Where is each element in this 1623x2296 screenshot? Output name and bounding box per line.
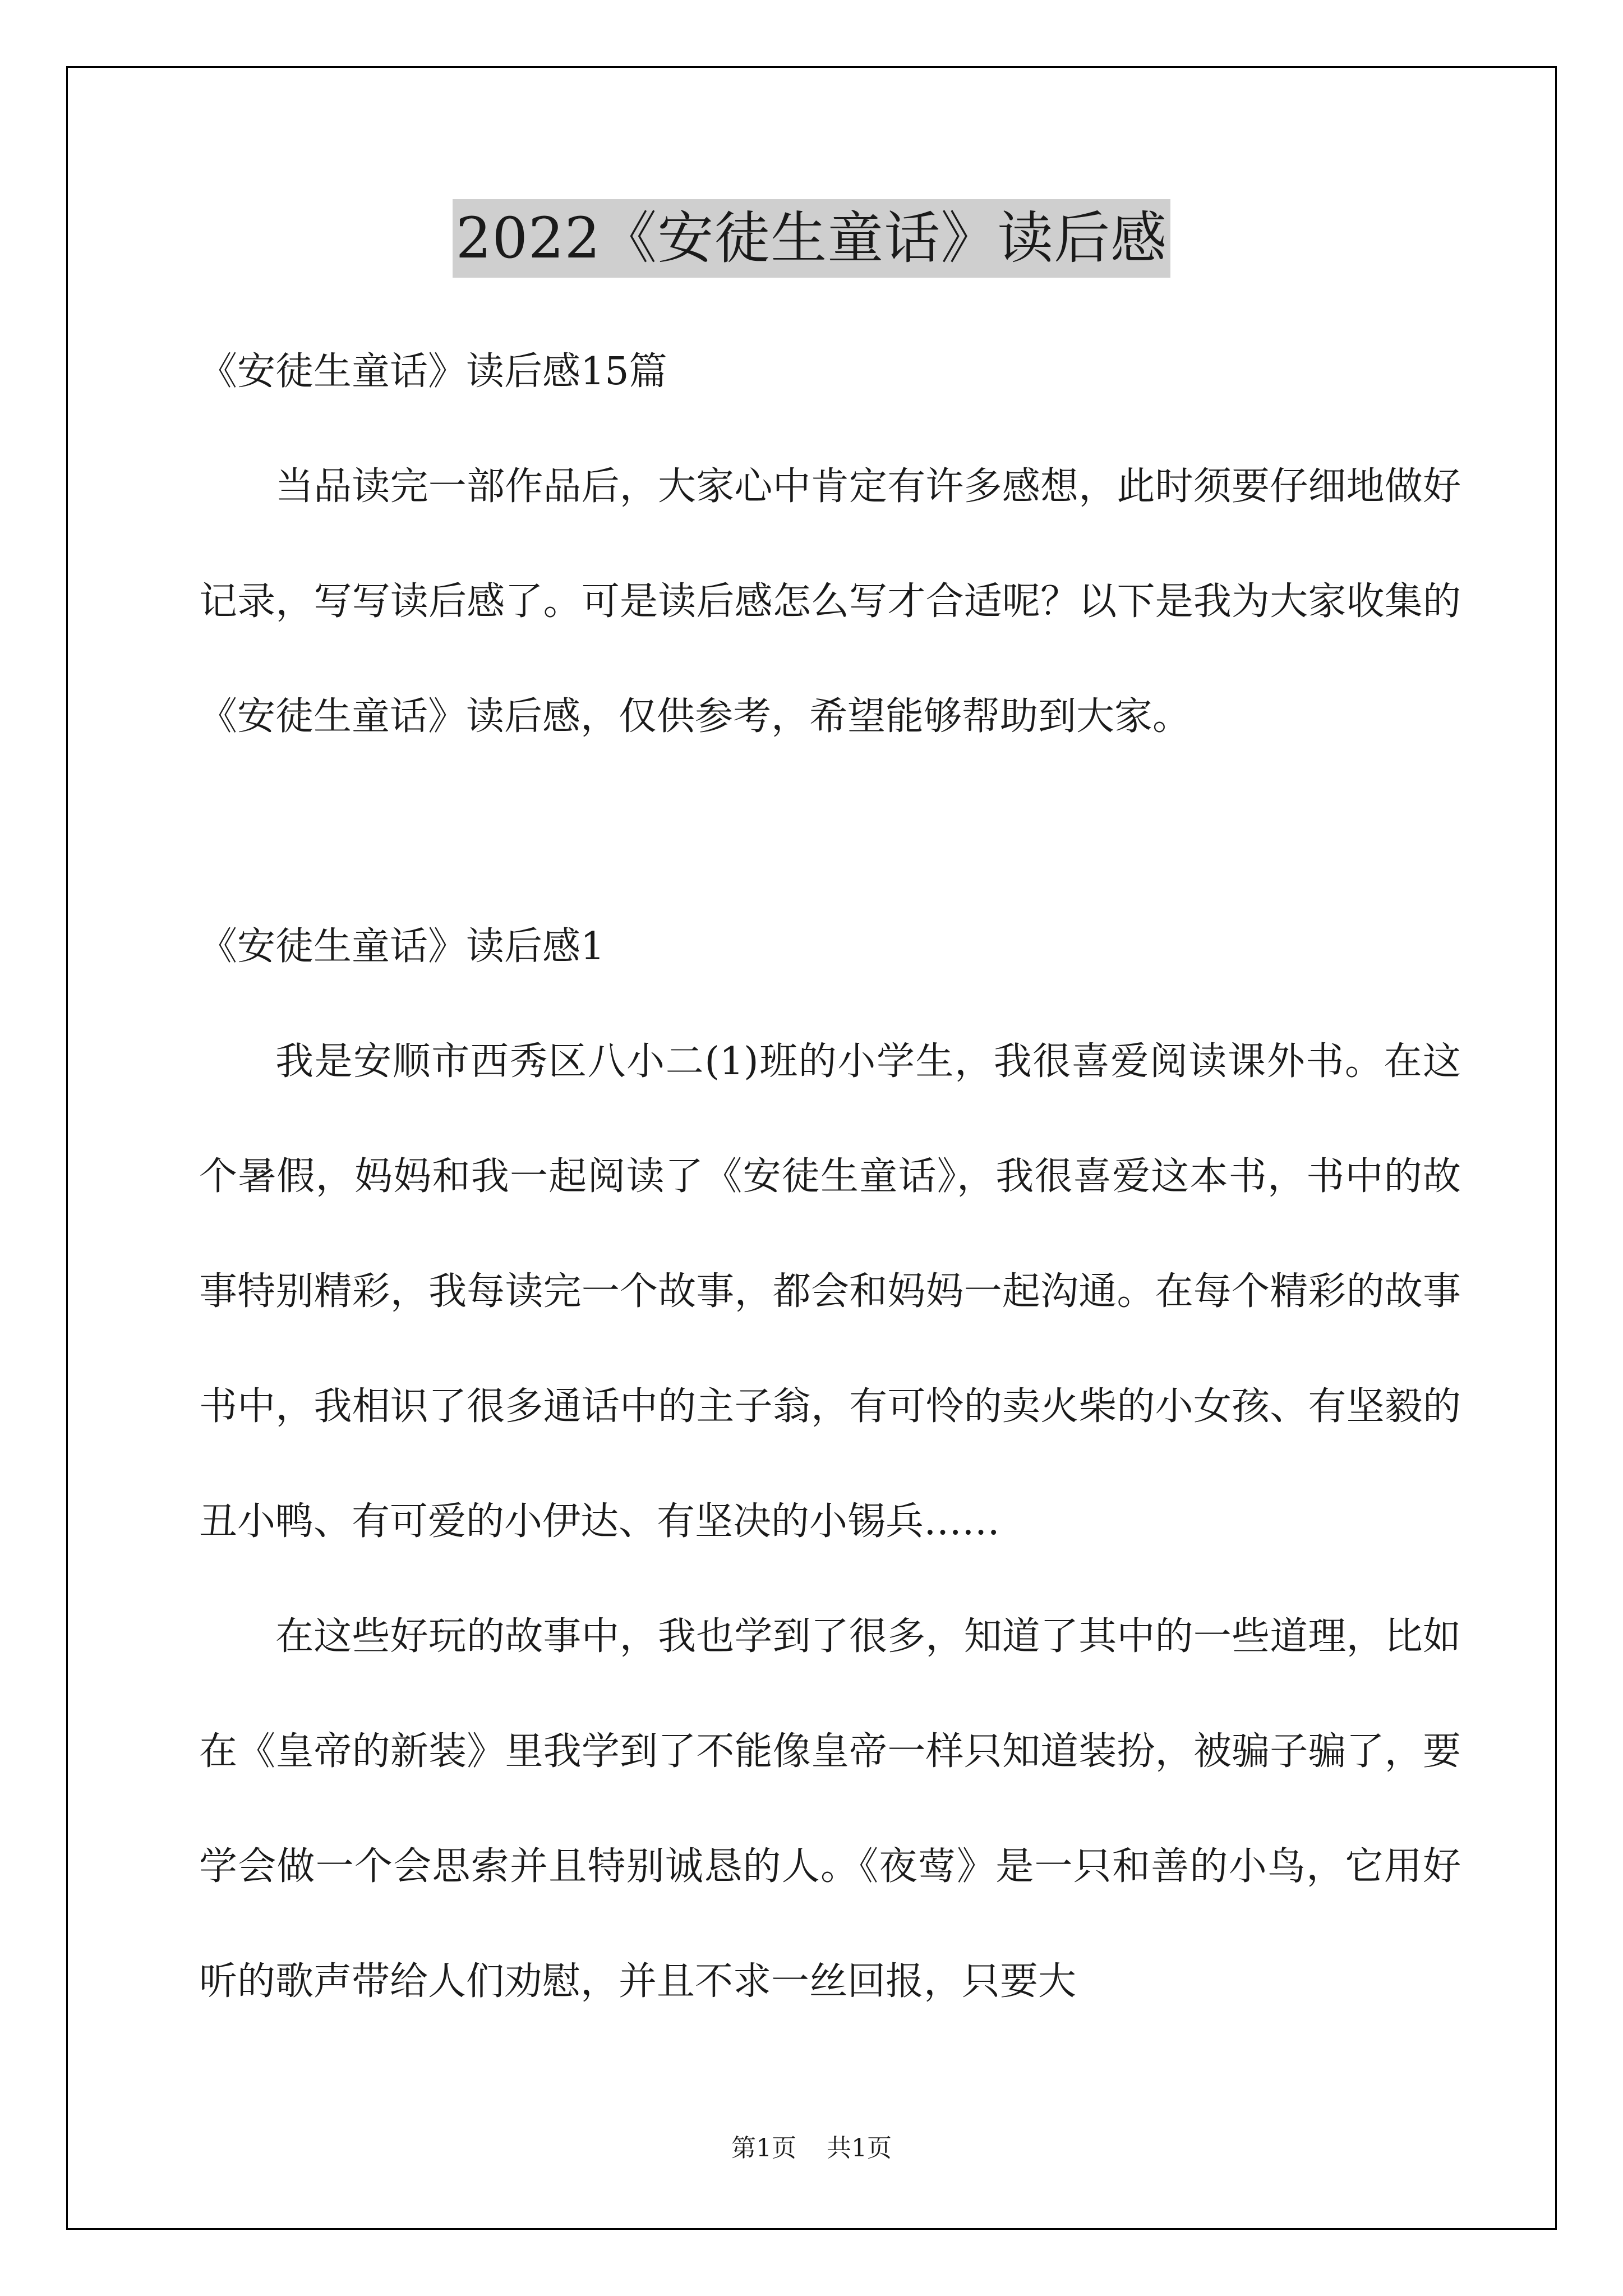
title-wrap <box>0 199 1623 278</box>
page-total: 共1页 <box>827 2134 892 2162</box>
subtitle: 《安徒生童话》读后感15篇 <box>199 349 667 394</box>
document-title: 2022《安徒生童话》读后感 <box>453 199 1171 278</box>
section-heading: 《安徒生童话》读后感1 <box>199 924 605 969</box>
intro-paragraph: 当品读完一部作品后，大家心中肯定有许多感想，此时须要仔细地做好记录，写写读后感了。可是读后感怎么写才合适呢？以下是我为大家收集的《安徒生童话》读后感，仅供参考，希望能够帮助到大家。 <box>199 464 1461 739</box>
document-body <box>199 314 1461 2039</box>
page-footer <box>0 2132 1623 2165</box>
body-paragraph-1: 我是安顺市西秀区八小二(1)班的小学生，我很喜爱阅读课外书。在这个暑假，妈妈和我一起阅读了《安徒生童话》，我很喜爱这本书，书中的故事特别精彩，我每读完一个故事，都会和妈妈一起沟通。在每个精彩的故事书中，我相识了很多通话中的主子翁，有可怜的卖火柴的小女孩、有坚毅的丑小鸭、有可爱的小伊达、有坚决的小锡兵…… <box>199 1039 1461 1544</box>
body-paragraph-2: 在这些好玩的故事中，我也学到了很多，知道了其中的一些道理，比如在《皇帝的新装》里我学到了不能像皇帝一样只知道装扮，被骗子骗了，要学会做一个会思索并且特别诚恳的人。《夜莺》是一只和善的小鸟，它用好听的歌声带给人们劝慰，并且不求一丝回报，只要大 <box>199 1614 1461 2004</box>
page-number: 第1页 <box>731 2134 796 2162</box>
